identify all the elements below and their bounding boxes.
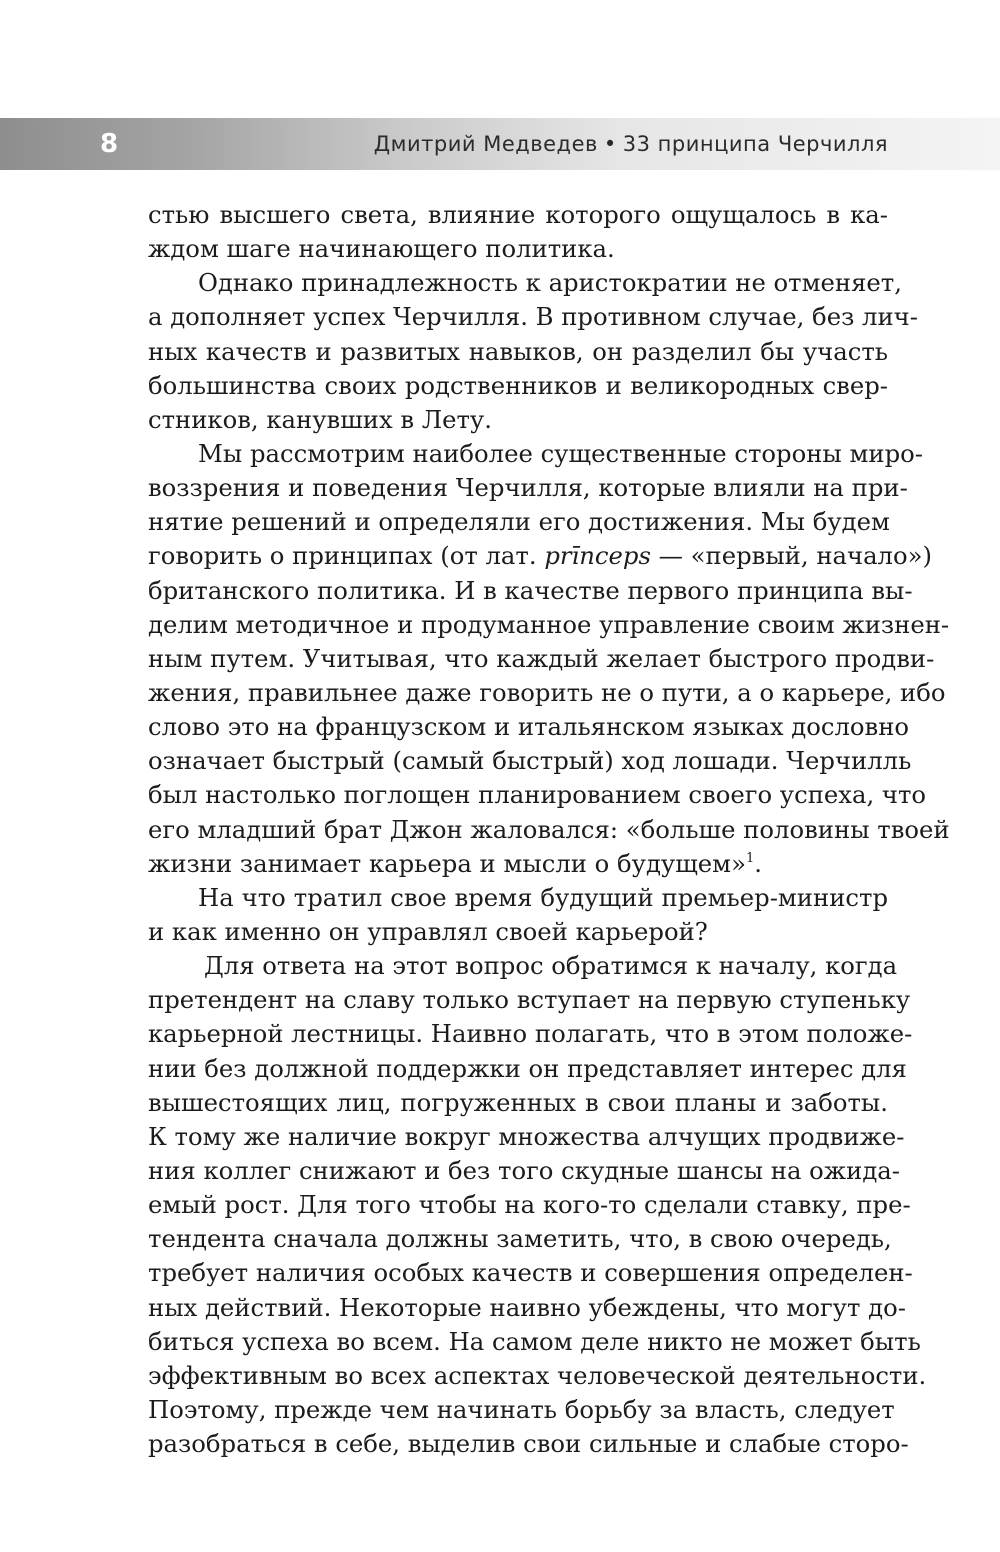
text-line: а дополняет успех Черчилля. В противном случае, без лич-: [148, 302, 918, 332]
text-line: его младший брат Джон жаловался: «больше половины твоей: [148, 814, 950, 844]
text-line: и как именно он управлял своей карьерой?: [148, 916, 708, 946]
text-line: К тому же наличие вокруг множества алчущих продвиже-: [148, 1121, 905, 1151]
text-line: стью высшего света, влияние которого ощущалось в ка-: [148, 200, 888, 229]
text-line: жения, правильнее даже говорить не о пути, а о карьере, ибо: [148, 677, 946, 707]
text-line: карьерной лестницы. Наивно полагать, что в этом положе-: [148, 1019, 913, 1049]
paragraph-start-line: Мы рассмотрим наиболее существенные стороны миро-: [198, 438, 923, 468]
text-fragment: жизни занимает карьера и мысли о будущем»: [148, 848, 746, 878]
text-line: вышестоящих лиц, погруженных в свои планы и заботы.: [148, 1087, 888, 1117]
text-line: воззрения и поведения Черчилля, которые влияли на при-: [148, 473, 908, 503]
text-line: эффективным во всех аспектах человеческой деятельности.: [148, 1360, 927, 1390]
text-line: делим методичное и продуманное управление своим жизнен-: [148, 609, 950, 639]
text-line: большинства своих родственников и великородных свер-: [148, 370, 888, 400]
text-line: биться успеха во всем. На самом деле никто не может быть: [148, 1326, 921, 1356]
text-line: стников, канувших в Лету.: [148, 404, 492, 434]
paragraph-start-line: Для ответа на этот вопрос обратимся к началу, когда: [204, 951, 898, 981]
text-line: претендент на славу только вступает на первую ступеньку: [148, 985, 911, 1015]
text-line: ных действий. Некоторые наивно убеждены, что могут до-: [148, 1292, 906, 1322]
text-line: ждом шаге начинающего политика.: [148, 234, 615, 264]
text-line: разобраться в себе, выделив свои сильные и слабые сторо-: [148, 1429, 909, 1459]
footnote-marker: 1: [745, 850, 755, 866]
running-head: [374, 124, 888, 164]
text-line-with-footnote: [148, 847, 888, 881]
text-line: был настолько поглощен планированием своего успеха, что: [148, 780, 927, 810]
text-line-with-latin-term: [148, 539, 932, 573]
text-line: ным путем. Учитывая, что каждый желает быстрого продви-: [148, 643, 935, 673]
text-line: тендента сначала должны заметить, что, в свою очередь,: [148, 1224, 892, 1254]
text-line: означает быстрый (самый быстрый) ход лошади. Черчилль: [148, 746, 912, 776]
text-line: Поэтому, прежде чем начинать борьбу за власть, следует: [148, 1394, 895, 1424]
text-line: нии без должной поддержки он представляет интерес для: [148, 1053, 907, 1083]
text-fragment: — «первый, начало»): [658, 541, 932, 571]
paragraph-start-line: На что тратил свое время будущий премьер-министр: [198, 882, 888, 912]
text-line: емый рост. Для того чтобы на кого-то сделали ставку, пре-: [148, 1190, 911, 1220]
author-name: Дмитрий Медведев: [373, 132, 598, 156]
page-text: [148, 198, 950, 1461]
page-number: 8: [100, 129, 119, 159]
text-fragment: говорить о принципах (от лат.: [148, 541, 537, 571]
text-line: ния коллег снижают и без того скудные шансы на ожида-: [148, 1155, 901, 1185]
latin-term: prīnceps: [544, 541, 651, 571]
text-fragment: .: [754, 848, 762, 878]
text-line: слово это на французском и итальянском языках дословно: [148, 712, 910, 742]
text-line: нятие решений и определяли его достижения. Мы будем: [148, 507, 890, 537]
book-title: 33 принципа Черчилля: [622, 132, 888, 156]
text-line: требует наличия особых качеств и совершения определен-: [148, 1258, 913, 1288]
bullet-separator: •: [603, 132, 617, 156]
text-line: ных качеств и развитых навыков, он разделил бы участь: [148, 336, 888, 366]
text-line: британского политика. И в качестве первого принципа вы-: [148, 575, 913, 605]
paragraph-start-line: Однако принадлежность к аристократии не отменяет,: [198, 268, 902, 298]
